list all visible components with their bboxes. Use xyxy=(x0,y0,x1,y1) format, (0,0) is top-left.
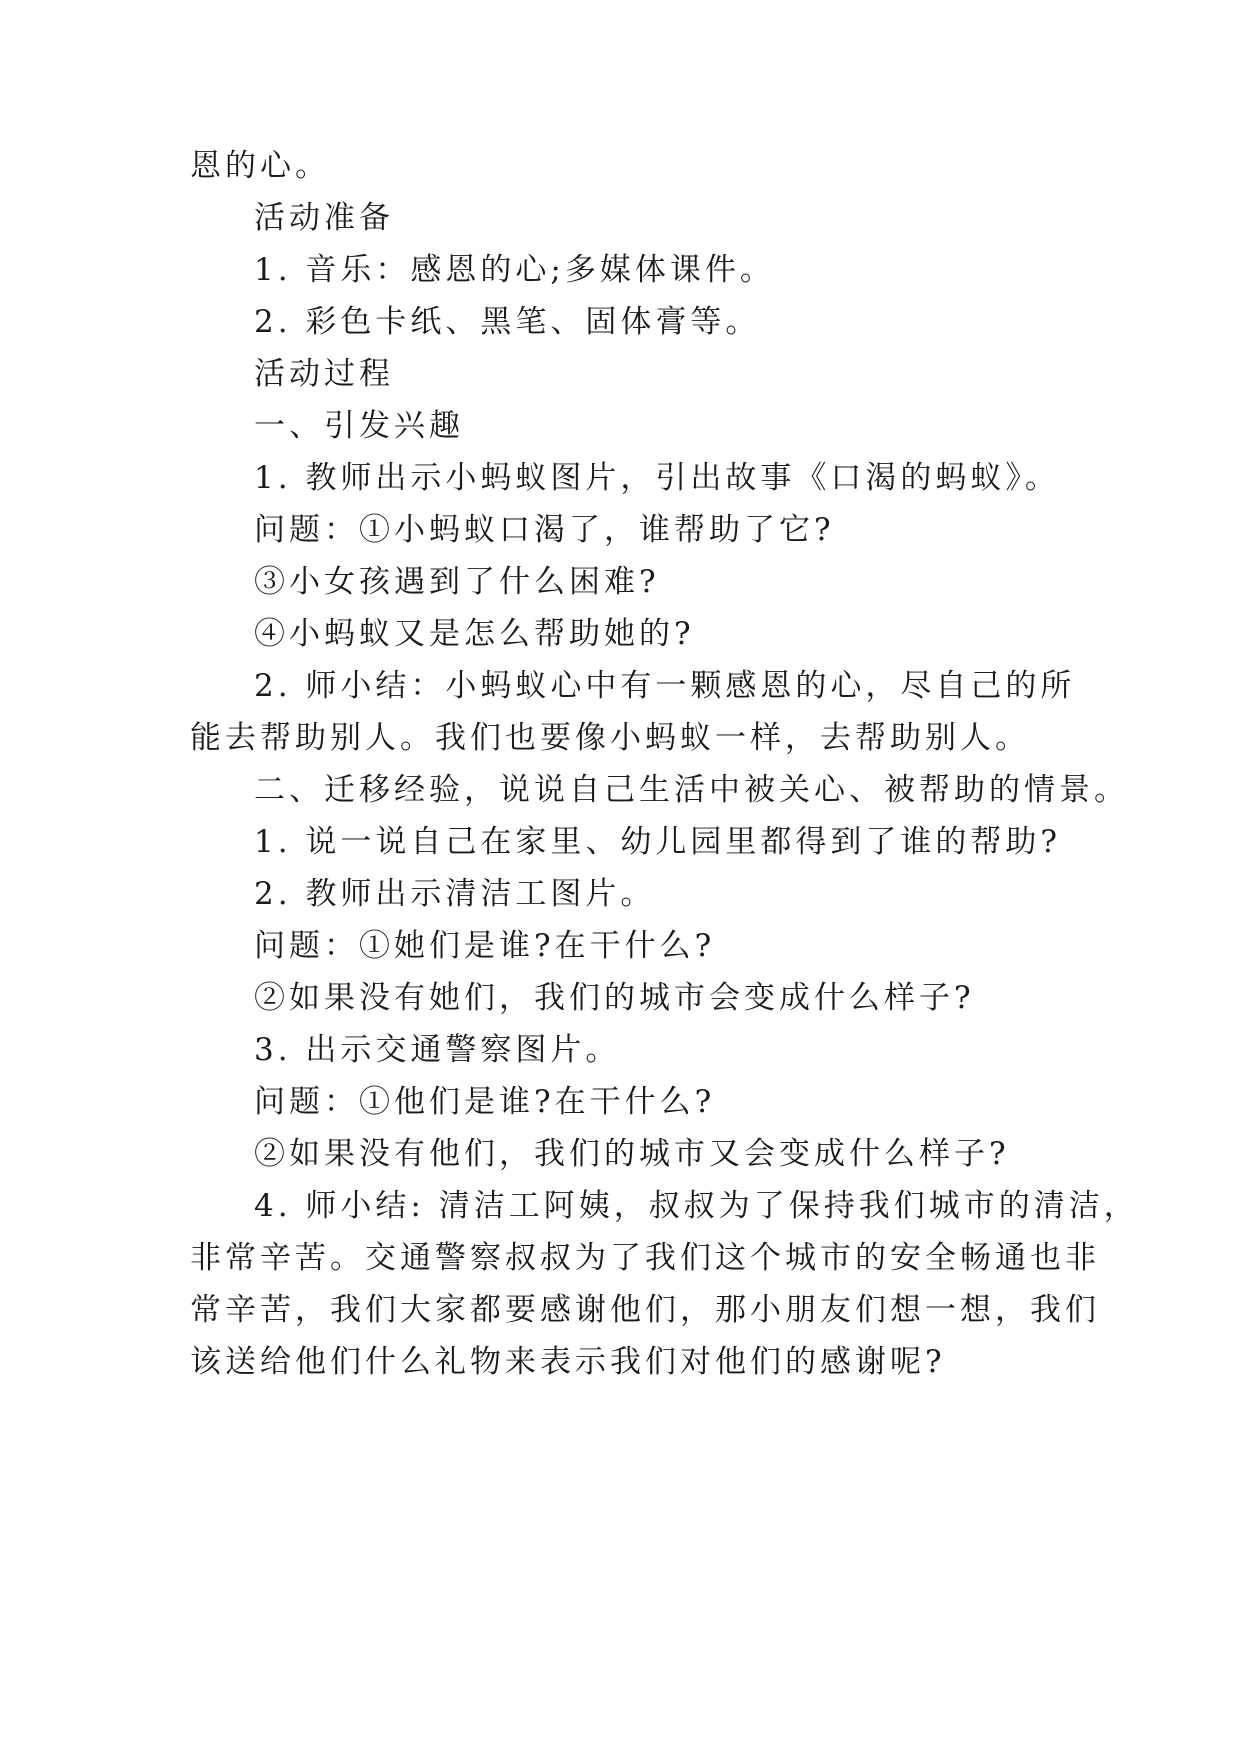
list-item: 1. 教师出示小蚂蚁图片，引出故事《口渴的蚂蚁》。 xyxy=(254,460,1060,496)
subsection-heading: 一、引发兴趣 xyxy=(254,408,464,444)
question-line: ②如果没有她们，我们的城市会变成什么样子? xyxy=(254,980,975,1016)
list-item: 1. 音乐：感恩的心;多媒体课件。 xyxy=(254,252,775,288)
list-item: 4. 师小结: 清洁工阿姨，叔叔为了保持我们城市的清洁， xyxy=(254,1188,1139,1224)
question-line: ②如果没有他们，我们的城市又会变成什么样子? xyxy=(254,1136,1010,1172)
text-line: 非常辛苦。交通警察叔叔为了我们这个城市的安全畅通也非 xyxy=(190,1240,1100,1276)
list-item: 1. 说一说自己在家里、幼儿园里都得到了谁的帮助? xyxy=(254,824,1062,860)
text-line: 恩的心。 xyxy=(190,148,330,184)
section-heading: 活动过程 xyxy=(254,356,394,392)
text-line: 常辛苦，我们大家都要感谢他们，那小朋友们想一想，我们 xyxy=(190,1292,1100,1328)
list-item: 2. 彩色卡纸、黑笔、固体膏等。 xyxy=(254,304,761,340)
subsection-heading: 二、迁移经验，说说自己生活中被关心、被帮助的情景。 xyxy=(254,772,1129,808)
question-line: ④小蚂蚁又是怎么帮助她的? xyxy=(254,616,695,652)
list-item: 2. 师小结：小蚂蚁心中有一颗感恩的心，尽自己的所 xyxy=(254,668,1076,704)
question-line: 问题：①小蚂蚁口渴了，谁帮助了它? xyxy=(254,512,835,548)
text-line: 该送给他们什么礼物来表示我们对他们的感谢呢? xyxy=(190,1344,946,1380)
list-item: 3. 出示交通警察图片。 xyxy=(254,1032,621,1068)
question-line: 问题：①他们是谁?在干什么? xyxy=(254,1084,716,1120)
question-line: 问题：①她们是谁?在干什么? xyxy=(254,928,716,964)
section-heading: 活动准备 xyxy=(254,200,394,236)
text-line: 能去帮助别人。我们也要像小蚂蚁一样，去帮助别人。 xyxy=(190,720,1030,756)
question-line: ③小女孩遇到了什么困难? xyxy=(254,564,660,600)
list-item: 2. 教师出示清洁工图片。 xyxy=(254,876,656,912)
